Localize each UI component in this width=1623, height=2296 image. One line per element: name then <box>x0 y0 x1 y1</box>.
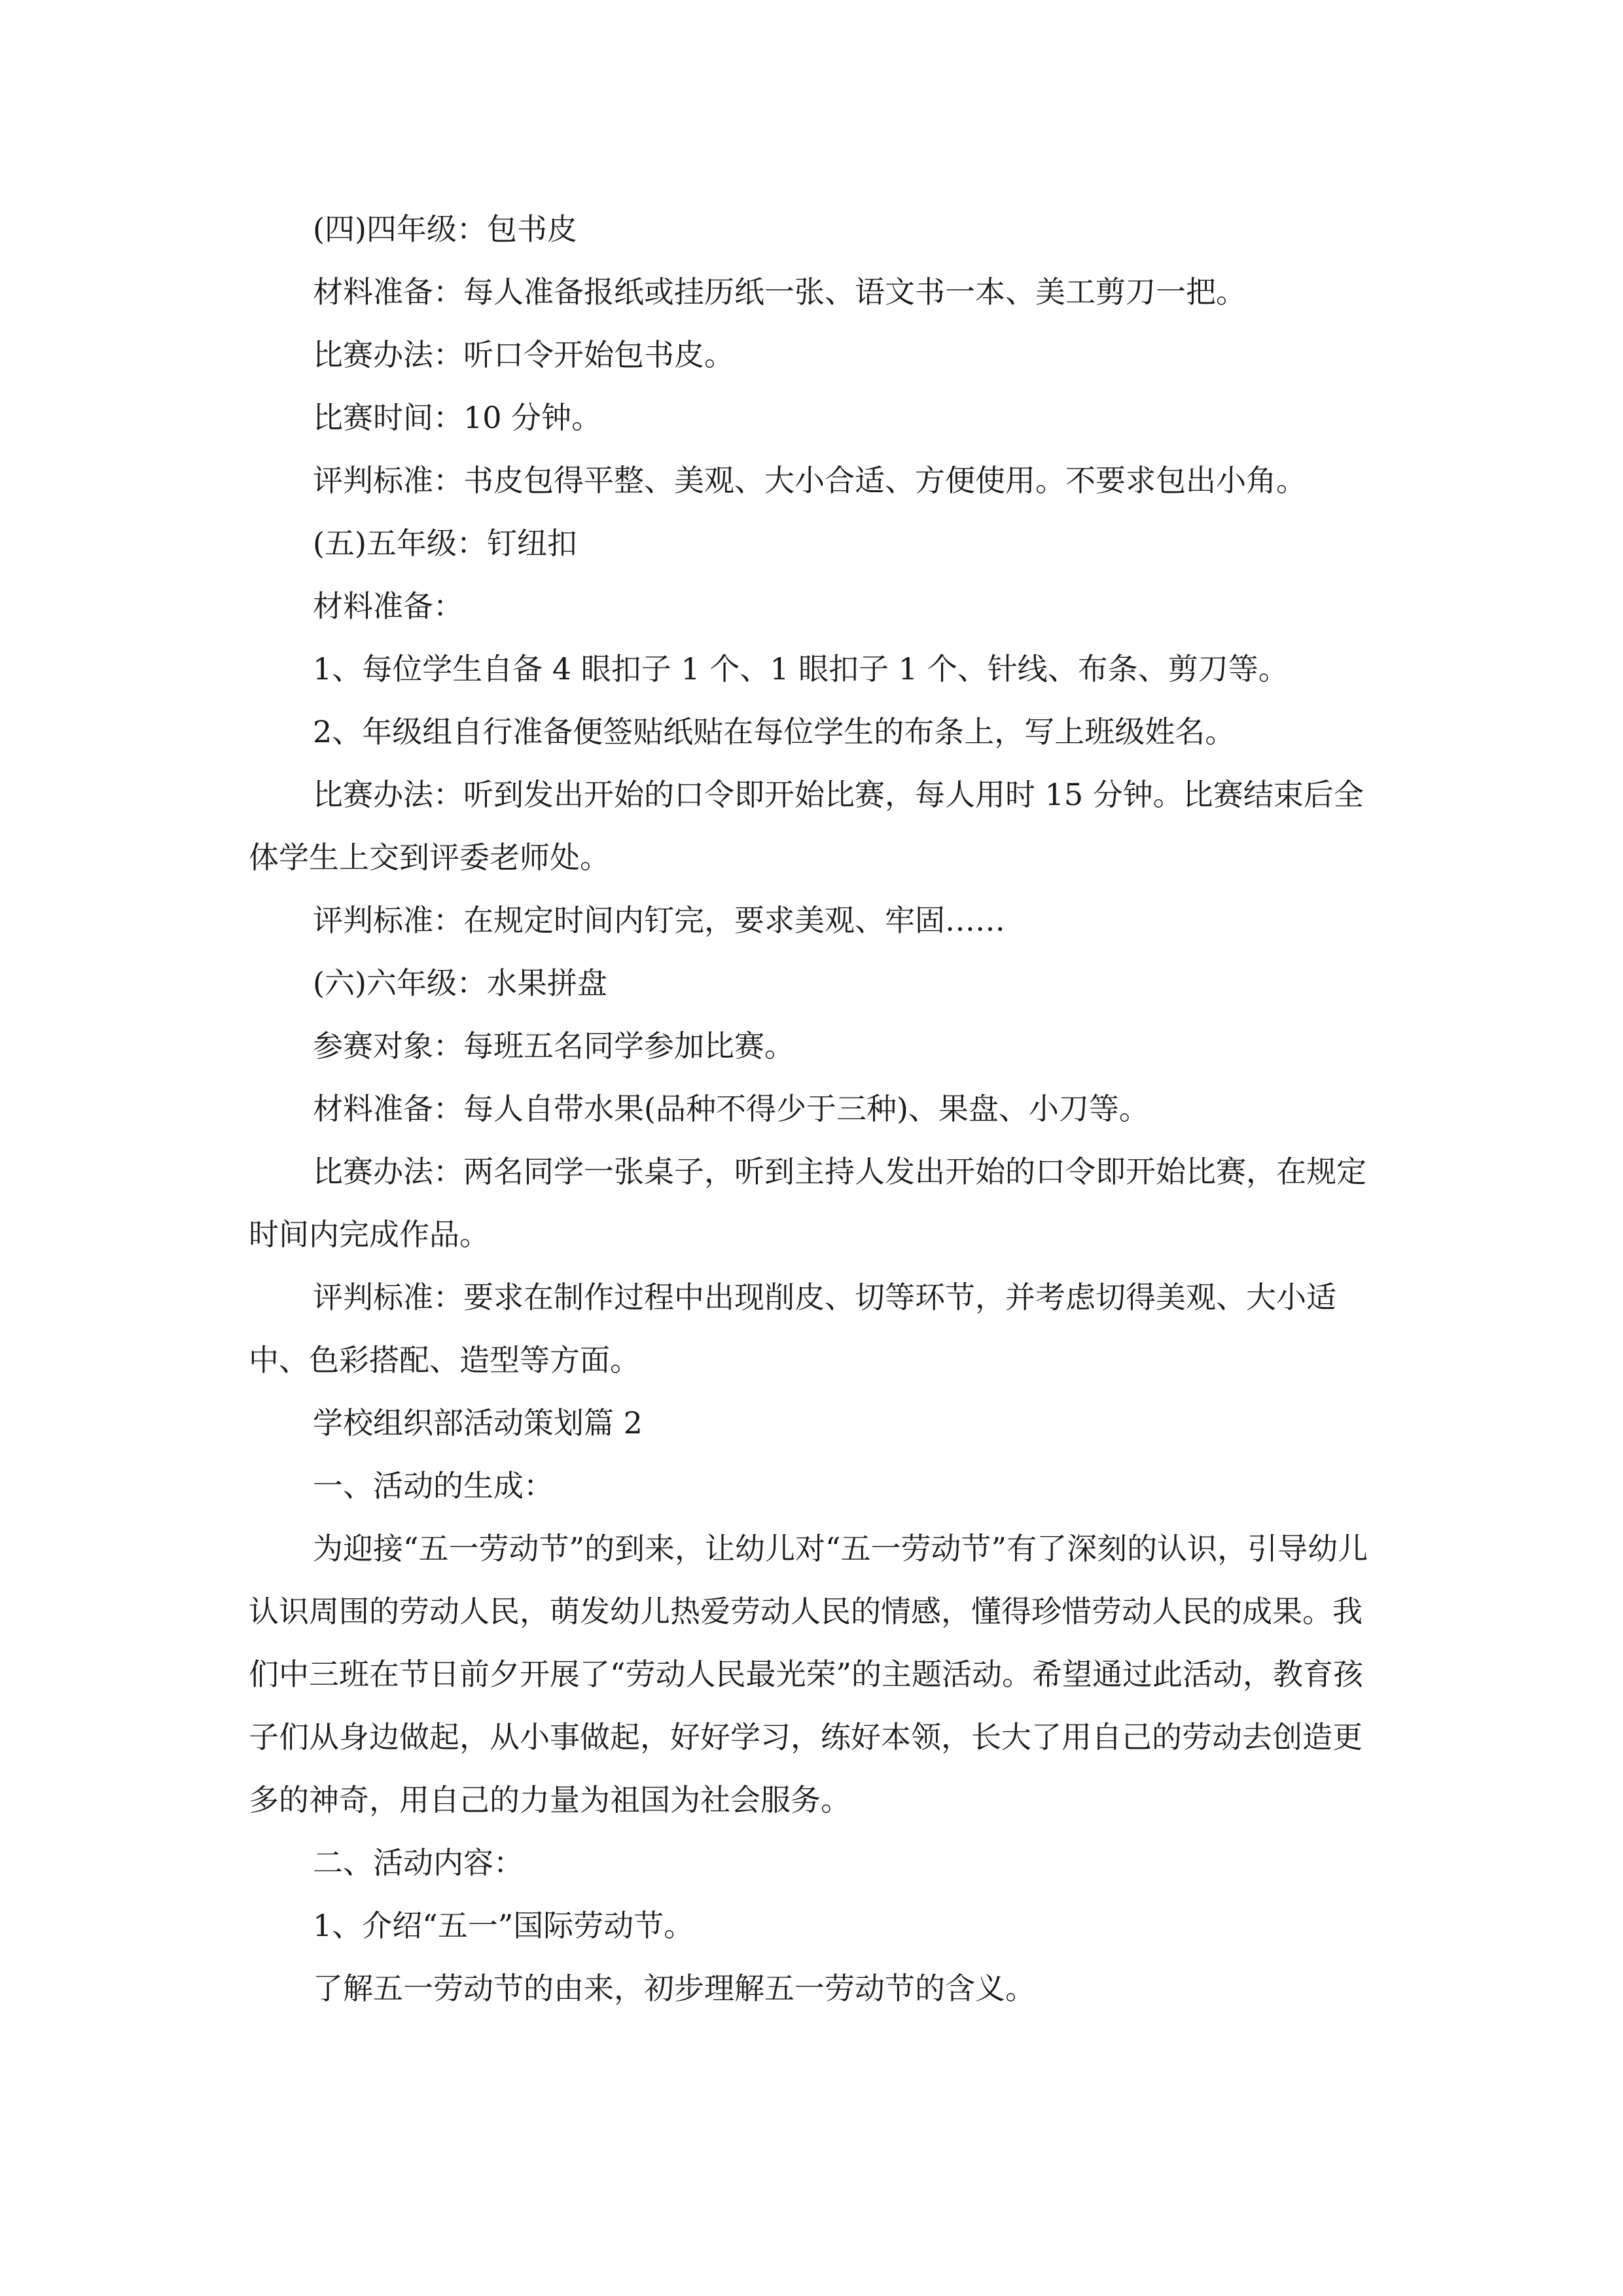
section-heading: 二、活动内容： <box>313 1845 524 1880</box>
paragraph: 比赛办法：听到发出开始的口令即开始比赛，每人用时 15 分钟。比赛结束后全体学生上交到评委老师处。 <box>249 777 1364 875</box>
list-item: 1、每位学生自备 4 眼扣子 1 个、1 眼扣子 1 个、针线、布条、剪刀等。 <box>313 651 1289 687</box>
list-item: 2、年级组自行准备便签贴纸贴在每位学生的布条上，写上班级姓名。 <box>313 714 1236 749</box>
paragraph: 参赛对象：每班五名同学参加比赛。 <box>313 1028 794 1064</box>
paragraph: 比赛办法：听口令开始包书皮。 <box>313 337 734 372</box>
paragraph: 比赛时间：10 分钟。 <box>313 400 602 435</box>
paragraph: 材料准备： <box>313 588 463 624</box>
section-title: 学校组织部活动策划篇 2 <box>313 1405 643 1441</box>
paragraph: 评判标准：书皮包得平整、美观、大小合适、方便使用。不要求包出小角。 <box>313 463 1306 498</box>
paragraph: 评判标准：在规定时间内钉完，要求美观、牢固…… <box>313 903 1005 938</box>
paragraph: 评判标准：要求在制作过程中出现削皮、切等环节，并考虑切得美观、大小适中、色彩搭配、造型等方面。 <box>249 1280 1336 1378</box>
paragraph: 材料准备：每人自带水果(品种不得少于三种)、果盘、小刀等。 <box>313 1091 1149 1126</box>
document-body <box>249 198 1381 2020</box>
list-item: 1、介绍“五一”国际劳动节。 <box>313 1908 694 1943</box>
section-heading: 一、活动的生成： <box>313 1468 554 1503</box>
heading-grade-five: (五)五年级：钉纽扣 <box>313 526 577 561</box>
paragraph: 比赛办法：两名同学一张桌子，听到主持人发出开始的口令即开始比赛，在规定时间内完成作品。 <box>249 1154 1366 1252</box>
paragraph: 材料准备：每人准备报纸或挂历纸一张、语文书一本、美工剪刀一把。 <box>313 274 1246 310</box>
paragraph: 为迎接“五一劳动节”的到来，让幼儿对“五一劳动节”有了深刻的认识，引导幼儿认识周围的劳动人民，萌发幼儿热爱劳动人民的情感，懂得珍惜劳动人民的成果。我们中三班在节日前夕开展了“劳动人民最光荣”的主题活动。希望通过此活动，教育孩子们从身边做起，从小事做起，好好学习，练好本领，长大了用自己的劳动去创造更多的神奇，用自己的力量为祖国为社会服务。 <box>249 1531 1368 1818</box>
heading-grade-six: (六)六年级：水果拼盘 <box>313 965 607 1001</box>
heading-grade-four: (四)四年级：包书皮 <box>313 211 577 247</box>
paragraph: 了解五一劳动节的由来，初步理解五一劳动节的含义。 <box>313 1971 1035 2006</box>
